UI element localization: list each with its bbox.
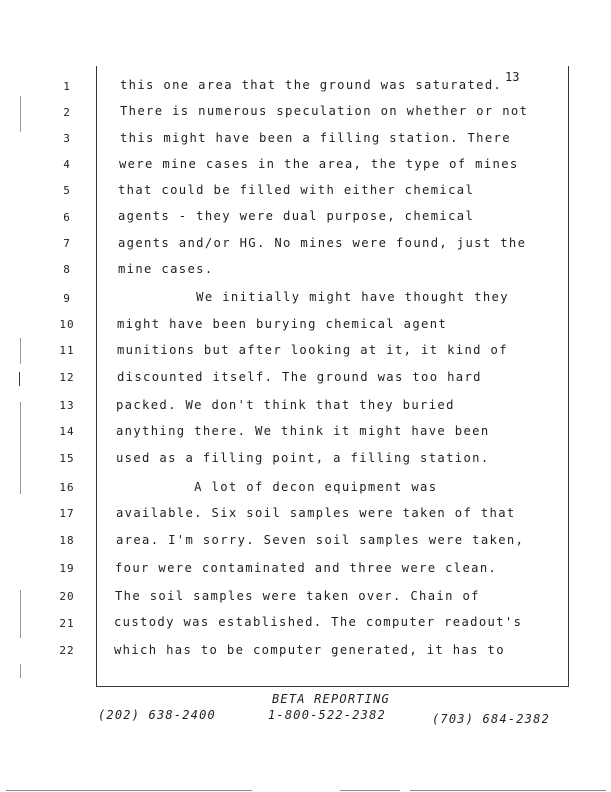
line-number: 8 bbox=[63, 263, 71, 276]
line-number: 14 bbox=[59, 425, 75, 438]
transcript-line: used as a filling point, a filling station. bbox=[116, 451, 490, 465]
line-number: 2 bbox=[63, 106, 71, 119]
transcript-line: available. Six soil samples were taken of that bbox=[116, 506, 516, 520]
line-number: 18 bbox=[59, 534, 75, 547]
line-number: 6 bbox=[63, 211, 71, 224]
scan-artifact bbox=[410, 790, 606, 791]
line-number: 17 bbox=[59, 507, 75, 520]
transcript-line: We initially might have thought they bbox=[118, 290, 509, 304]
line-number: 21 bbox=[59, 617, 75, 630]
transcript-line: The soil samples were taken over. Chain of bbox=[115, 589, 480, 603]
scan-artifact bbox=[20, 96, 21, 132]
transcript-line: munitions but after looking at it, it kind of bbox=[117, 343, 508, 357]
line-number: 1 bbox=[63, 80, 71, 93]
transcript-line: four were contaminated and three were clean. bbox=[115, 561, 498, 575]
transcript-line: discounted itself. The ground was too hard bbox=[117, 370, 482, 384]
line-number: 20 bbox=[59, 590, 75, 603]
right-margin-rule bbox=[568, 66, 569, 686]
line-number: 3 bbox=[63, 132, 71, 145]
line-number: 11 bbox=[59, 344, 75, 357]
scan-artifact bbox=[6, 790, 252, 791]
phone-number-tollfree: 1-800-522-2382 bbox=[268, 708, 386, 722]
transcript-line: anything there. We think it might have been bbox=[116, 424, 490, 438]
scan-artifact bbox=[20, 402, 21, 494]
transcript-line: were mine cases in the area, the type of mines bbox=[119, 157, 519, 171]
line-number: 5 bbox=[63, 184, 71, 197]
scan-artifact bbox=[340, 790, 400, 791]
transcript-line: this one area that the ground was saturated. bbox=[120, 78, 503, 92]
transcript-line: agents - they were dual purpose, chemical bbox=[118, 209, 475, 223]
transcript-line: this might have been a filling station. There bbox=[120, 131, 511, 145]
transcript-line: might have been burying chemical agent bbox=[117, 317, 448, 331]
transcript-line: custody was established. The computer readout's bbox=[114, 615, 523, 629]
line-number: 10 bbox=[59, 318, 75, 331]
transcript-line: that could be filled with either chemical bbox=[118, 183, 475, 197]
line-number: 16 bbox=[59, 481, 75, 494]
phone-number-right: (703) 684-2382 bbox=[432, 712, 550, 726]
scan-artifact bbox=[20, 664, 21, 678]
scan-artifact bbox=[20, 338, 21, 364]
transcript-line: packed. We don't think that they buried bbox=[116, 398, 455, 412]
scan-artifact bbox=[20, 590, 21, 638]
page-number: 13 bbox=[505, 70, 520, 84]
phone-number-left: (202) 638-2400 bbox=[98, 708, 216, 722]
transcript-line: agents and/or HG. No mines were found, just the bbox=[118, 236, 527, 250]
line-number: 13 bbox=[59, 399, 75, 412]
transcript-line: mine cases. bbox=[118, 262, 214, 276]
transcript-line: A lot of decon equipment was bbox=[116, 480, 438, 494]
line-number: 22 bbox=[59, 644, 75, 657]
line-number: 9 bbox=[63, 292, 71, 305]
line-number: 19 bbox=[59, 562, 75, 575]
line-number: 4 bbox=[63, 158, 71, 171]
transcript-line: There is numerous speculation on whether or not bbox=[120, 104, 529, 118]
line-number: 7 bbox=[63, 237, 71, 250]
line-number: 12 bbox=[59, 371, 75, 384]
bottom-rule bbox=[96, 686, 569, 687]
line-number: 15 bbox=[59, 452, 75, 465]
transcript-line: area. I'm sorry. Seven soil samples were taken, bbox=[116, 533, 525, 547]
transcript-line: which has to be computer generated, it has to bbox=[114, 643, 505, 657]
left-margin-rule bbox=[96, 66, 97, 686]
reporter-name: BETA REPORTING bbox=[272, 692, 390, 706]
scan-artifact bbox=[19, 372, 20, 386]
